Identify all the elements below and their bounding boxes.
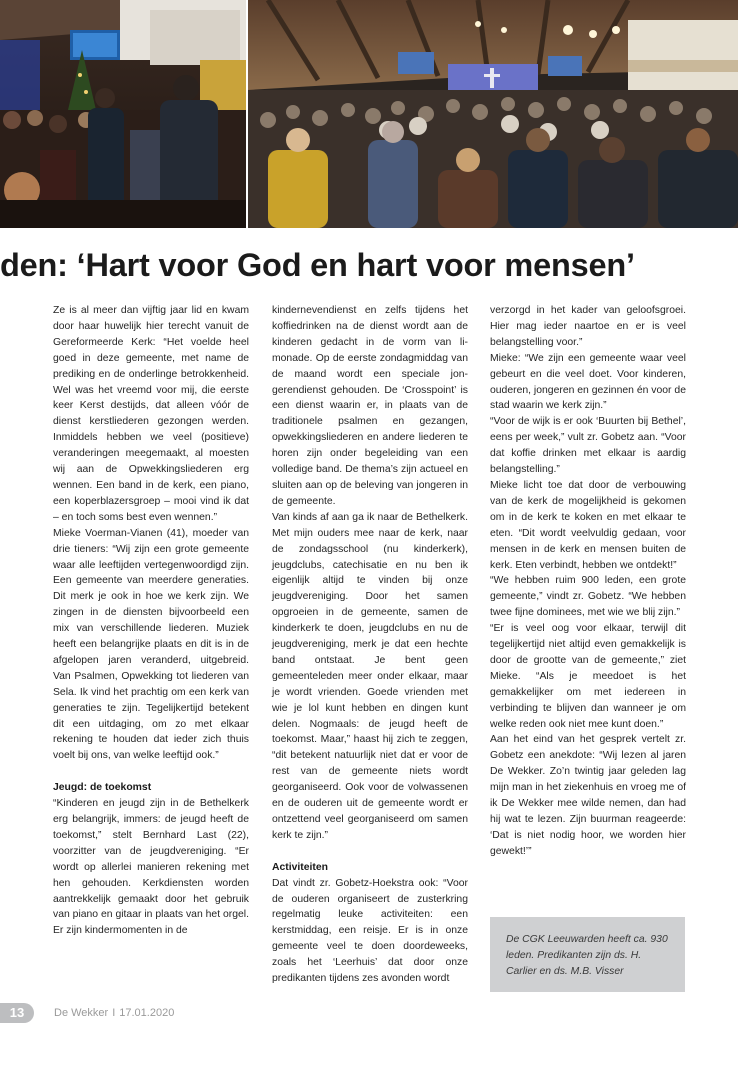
article-column-2 [272,303,468,987]
paragraph: Dat vindt zr. Gobetz-Hoekstra ook: “Voor de ouderen organiseert de zusterkring regelmatig leuke activiteiten: een kerstmiddag, een reisje. Er is in onze gemeente veel te doen doordeweeks, zoals het ‘Leerhuis’ dat door onze predikanten tijdens zes avonden wordt [272,877,468,985]
paragraph: kindernevendienst en zelfs tijdens het koffiedrinken na de dienst wordt aan de kinderen gedacht in de vorm van limonade. Op de eerste zondagmiddag van de maand wordt een speciale jongerendienst gehouden. De ‘Crosspoint’ is een dienst waarin er, in plaats van de traditionele psalmen en gezangen, opwekkingsliederen en andere liederen te horen zijn onder begeleiding van een volledige band. De thema’s zijn actueel en sluiten aan op de beleving van jongeren in de gemeente. [272,305,468,507]
paragraph: Ze is al meer dan vijftig jaar lid en kwam door haar huwelijk hier terecht vanuit de Gereformeerde Kerk: “Het voelde heel goed in deze gemeente, met name de prediking en de onderlinge betrokkenheid. Wel was het vreemd voor mij, die eerste keer Kerst destijds, dat alleen vóór de dienst kerstliederen gezongen werden. Inmiddels hebben we veel (positieve) veranderingen meegemaakt, al moesten wij aan de Opwekkingsliederen erg wennen. Een band in de kerk, een piano, een koperblazersgroep – mooi vind ik dat – en toch soms best even wennen.” [53,305,249,523]
article-headline: den: ‘Hart voor God en hart voor mensen’ [0,247,635,283]
section-heading: Activiteiten [272,861,329,873]
paragraph: Aan het eind van het gesprek vertelt zr. Gobetz een anekdote: “Wij lezen al jaren De Wekker. Zo’n twintig jaar geleden lag mijn man in het ziekenhuis en vroeg me of ik De Wekker mee wilde nemen, dan had hij wat te lezen. Zijn buurman reageerde: ‘Dat is niet nodig hoor, we worden hier gewekt!’” [490,734,686,857]
article-column-3 [490,303,686,860]
article-column-1 [53,303,249,939]
section-heading: Jeugd: de toekomst [53,782,152,794]
header-photos [0,0,738,228]
publication-date: 17.01.2020 [119,1007,175,1019]
paragraph: “Er is veel oog voor elkaar, terwijl dit tegelijkertijd niet altijd even gemakkelijk is door de grootte van de gemeente,” ziet Mieke. “Als je meedoet is het gemakkelijker om met iedereen in verbinding te blijven dan wanneer je om welke reden ook niet mee kunt doen.” [490,623,686,730]
publication-name: De Wekker [54,1007,109,1019]
footer-publication-line [54,1004,174,1022]
footer-separator: I [112,1007,116,1019]
paragraph: “Voor de wijk is er ook ‘Buurten bij Bethel’, eens per week,” vult zr. Gobetz aan. “Voor dat koffie drinken met elkaar is aardig belangstelling.” [490,416,686,476]
paragraph: Mieke Voerman-Vianen (41), moeder van drie tieners: “Wij zijn een grote gemeente waar alle leeftijden vertegenwoordigd zijn. Een gemeente van meerdere generaties. Dit merk je ook in hoe we kerk zijn. We zingen in de diensten bijvoorbeeld een mix van verschillende liederen. Muziek heeft een belangrijke plaats en dit is in de afgelopen jaren veranderd, uitgebreid. Van Psalmen, Opwekking tot liederen van Sela. Ik vind het prachtig om een kerk van generaties te zijn. Tegelijkertijd betekent dit een uitdaging, om zo met elkaar rekening te houden dat ieder zich thuis voelt bij ons, van welke leeftijd ook.” [53,527,249,762]
info-box [490,917,685,992]
paragraph: Mieke licht toe dat door de verbouwing van de kerk de mogelijkheid is gekomen om in de kerk te koken en met elkaar te eten. “Dit wordt veelvuldig gedaan, voor mensen in de kerk en mensen buiten de kerk. Eten verbindt, hebben we ontdekt!” [490,479,686,571]
photo-church-entrance-crowd [0,0,246,228]
paragraph: Mieke: “We zijn een gemeente waar veel gebeurt en die veel doet. Voor kinderen, ouderen, jongeren en gezinnen én voor de stad waarin we kerk zijn.” [490,352,686,412]
paragraph: Van kinds af aan ga ik naar de Bethelkerk. Met mijn ouders mee naar de kerk, naar de zondagsschool (nu kinderkerk), jeugdclubs, catechisatie en nu ben ik eigenlijk altijd te vinden bij onze jeugdvereniging. Door het samen opgroeien in de gemeente, samen de kinderkerk te doen, jeugdclubs en nu de jeugdvereniging, merk je dat een hechte band ontstaat. Je bent geen gemeenteleden meer onder elkaar, maar je wordt vrienden. Goede vrienden met wie je lol kunt hebben en dingen kunt delen. Nogmaals: de jeugd heeft de toekomst. Maar,” haast hij zich te zeggen, “dit betekent natuurlijk niet dat er voor de rest van de gemeente niets wordt georganiseerd. Ook voor de volwassenen en de ouderen uit de gemeente wordt er ontzettend veel georganiseerd om samen kerk te zijn.” [272,511,468,841]
paragraph: verzorgd in het kader van geloofsgroei. Hier mag ieder naartoe en er is veel belangstelling voor.” [490,305,686,348]
paragraph: “Kinderen en jeugd zijn in de Bethelkerk erg belangrijk, immers: de jeugd heeft de toekomst,” stelt Bernhard Last (22), voorzitter van de jeugdvereniging. “Er wordt op allerlei manieren rekening met hen gehouden. Kerkdiensten worden aantrekkelijk gemaakt door het gebruik van piano en gitaar in plaats van het orgel. Er zijn kindermomenten in de [53,798,249,937]
page-number: 13 [0,1003,34,1023]
info-box-text: De CGK Leeuwarden heeft ca. 930 leden. Predikanten zijn ds. H. Carlier en ds. M.B. Visser [506,934,668,977]
photo-church-congregation [248,0,738,228]
paragraph: “We hebben ruim 900 leden, een grote gemeente,” vindt zr. Gobetz. “We hebben twee fijne dominees, met wie we blij zijn.” [490,575,686,619]
